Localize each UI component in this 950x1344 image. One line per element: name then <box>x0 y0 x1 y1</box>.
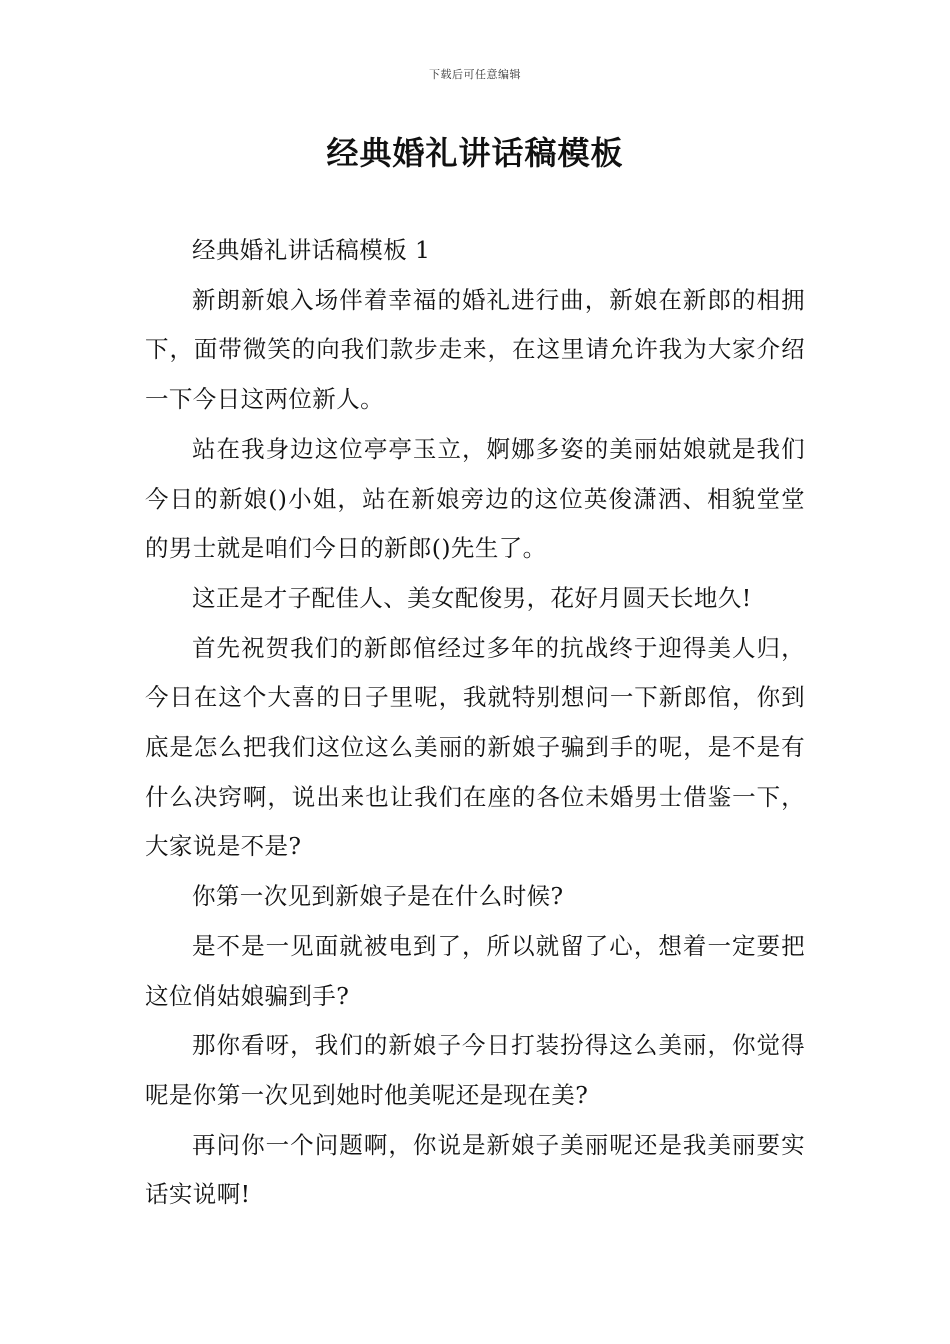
section-heading: 经典婚礼讲话稿模板 1 <box>192 236 431 264</box>
paragraph: 这正是才子配佳人、美女配俊男，花好月圆天长地久! <box>192 583 752 612</box>
paragraph: 新朗新娘入场伴着幸福的婚礼进行曲，新娘在新郎的相拥下，面带微笑的向我们款步走来，在这里请允许我为大家介绍一下今日这两位新人。 <box>145 285 805 414</box>
document-title: 经典婚礼讲话稿模板 <box>326 134 624 172</box>
paragraph: 再问你一个问题啊，你说是新娘子美丽呢还是我美丽要实话实说啊! <box>145 1130 805 1209</box>
header-note: 下载后可任意编辑 <box>429 68 521 81</box>
document-body <box>145 226 805 1220</box>
paragraph: 首先祝贺我们的新郎倌经过多年的抗战终于迎得美人归，今日在这个大喜的日子里呢，我就特别想问一下新郎倌，你到底是怎么把我们这位这么美丽的新娘子骗到手的呢，是不是有什么决窍啊，说出来也让我们在座的各位未婚男士借鉴一下，大家说是不是? <box>145 633 805 861</box>
paragraph: 站在我身边这位亭亭玉立，婀娜多姿的美丽姑娘就是我们今日的新娘()小姐，站在新娘旁边的这位英俊潇洒、相貌堂堂的男士就是咱们今日的新郎()先生了。 <box>145 434 805 563</box>
paragraph: 是不是一见面就被电到了，所以就留了心，想着一定要把这位俏姑娘骗到手? <box>145 931 805 1010</box>
paragraph: 那你看呀，我们的新娘子今日打装扮得这么美丽，你觉得呢是你第一次见到她时他美呢还是现在美? <box>145 1031 805 1109</box>
paragraph: 你第一次见到新娘子是在什么时候? <box>192 882 564 911</box>
